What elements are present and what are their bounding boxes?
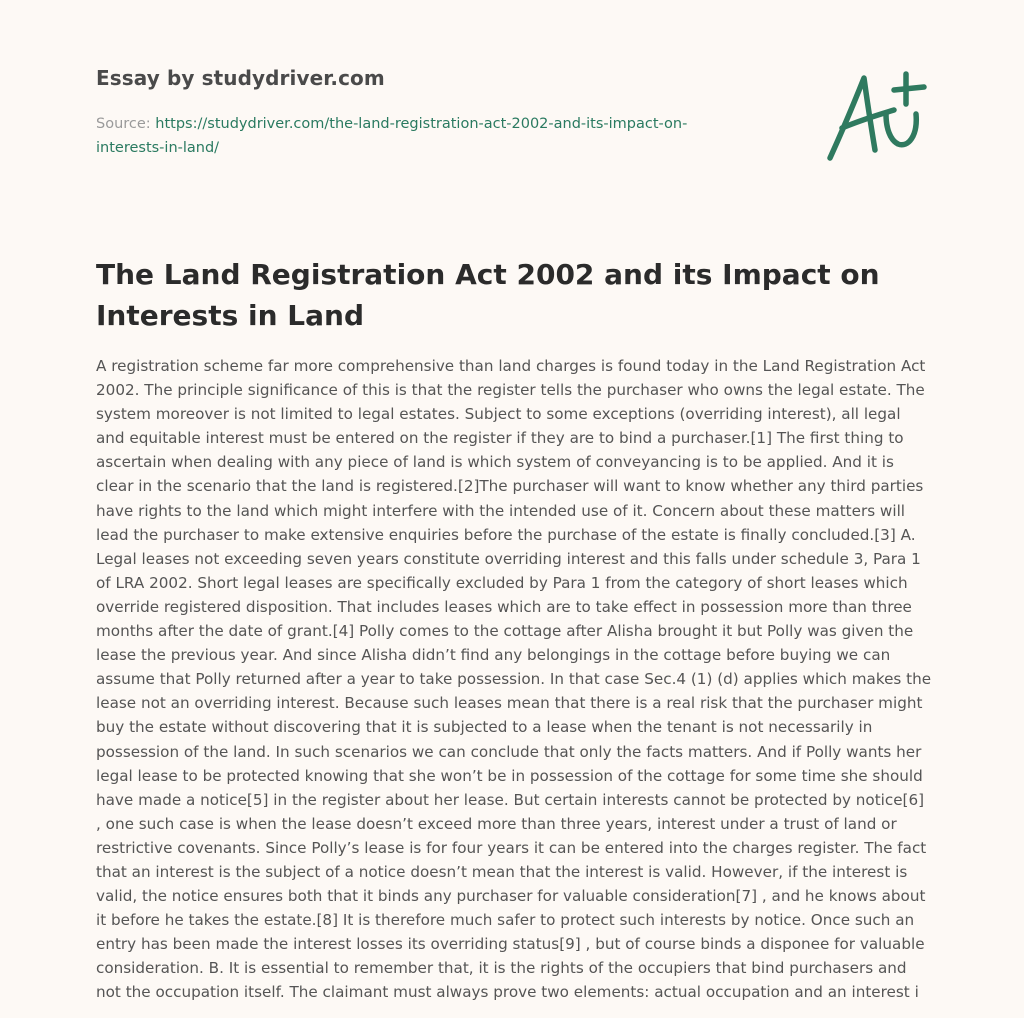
essay-body: A registration scheme far more comprehensive than land charges is found today in the Land Registration Act 2002. The principle significance of this is that the register tells the purchaser who owns the legal estate. The system moreover is not limited to legal estates. Subject to some exceptions (overriding interest), all legal and equitable interest must be entered on the register if they are to bind a purchaser.[1] The first thing to ascertain when dealing with any piece of land is which system of conveyancing is to be applied. And it is clear in the scenario that the land is registered.[2]The purchaser will want to know whether any third parties have rights to the land which might interfere with the intended use of it. Concern about these matters will lead the purchaser to make extensive enquiries before the purchase of the estate is finally concluded.[3] A. Legal leases not exceeding seven years constitute overriding interest and this falls under schedule 3, Para 1 of LRA 2002. Short legal leases are specifically excluded by Para 1 from the category of short leases which override registered disposition. That includes leases which are to take effect in possession more than three months after the date of grant.[4] Polly comes to the cottage after Alisha brought it but Polly was given the lease the previous year. And since Alisha didn’t find any belongings in the cottage before buying we can assume that Polly returned after a year to take possession. In that case Sec.4 (1) (d) applies which makes the lease not an overriding interest. Because such leases mean that there is a real risk that the purchaser might buy the estate without discovering that it is subjected to a lease when the tenant is not necessarily in possession of the land. In such scenarios we can conclude that only the facts matters. And if Polly wants her legal lease to be protected knowing that she won’t be in possession of the cottage for some time she should have made a notice[5] in the register about her lease. But certain interests cannot be protected by notice[6] , one such case is when the lease doesn’t exceed more than three years, interest under a trust of land or restrictive covenants. Since Polly’s lease is for four years it can be entered into the charges register. The fact that an interest is the subject of a notice doesn’t mean that the interest is valid. However, if the interest is valid, the notice ensures both that it binds any purchaser for valuable consideration[7] , and he knows about it before he takes the estate.[8] It is therefore much safer to protect such interests by notice. Once such an entry has been made the interest losses its overriding status[9] , but of course binds a disponee for valuable consideration. B. It is essential to remember that, it is the rights of the occupiers that bind purchasers and not the occupation itself. The claimant must always prove two elements: actual occupation and an interest i — [96, 357, 932, 1002]
source-label: Source: — [96, 116, 151, 132]
essay-title: The Land Registration Act 2002 and its Impact on Interests in Land — [96, 258, 880, 332]
a-plus-logo-icon — [822, 70, 930, 166]
source-link[interactable]: https://studydriver.com/the-land-registration-act-2002-and-its-impact-on-interests-in-land/ — [96, 116, 688, 156]
site-title: Essay by studydriver.com — [96, 66, 385, 90]
source-line — [96, 112, 736, 160]
